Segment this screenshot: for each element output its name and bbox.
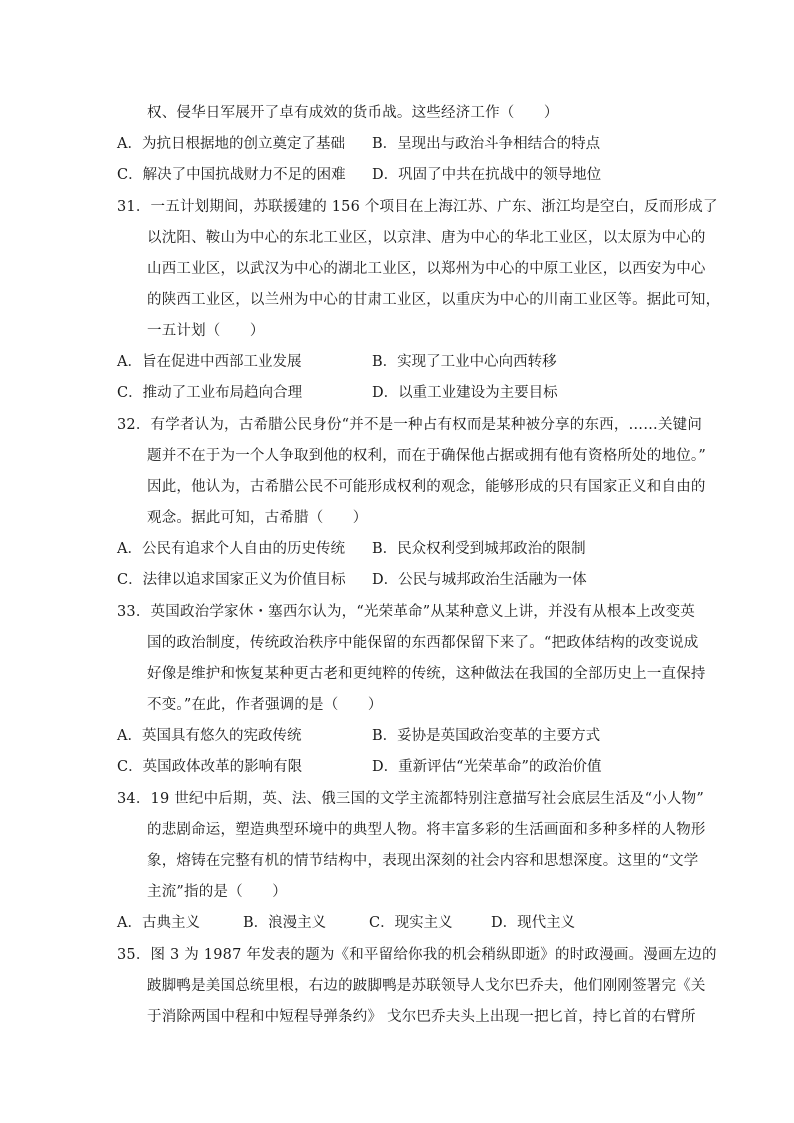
q31-option-c: C．推动了工业布局趋向合理: [117, 385, 303, 401]
q32-stem-line-3: 因此，他认为，古希腊公民不可能形成权利的观念，能够形成的只有国家正义和自由的: [147, 479, 706, 495]
q31-stem-line-4: 的陕西工业区，以兰州为中心的甘肃工业区，以重庆为中心的川南工业区等。据此可知，: [147, 292, 721, 308]
q31-option-a: A．旨在促进中西部工业发展: [117, 354, 302, 370]
q32-stem-line-4: 观念。据此可知，古希腊（ ）: [147, 510, 368, 526]
q30-option-c: C．解决了中国抗战财力不足的困难: [117, 167, 346, 183]
q34-stem-line-3: 象，熔铸在完整有机的情节结构中，表现出深刻的社会内容和思想深度。这里的“文学: [147, 853, 699, 869]
q34-stem-line-2: 的悲剧命运，塑造典型环境中的典型人物。将丰富多彩的生活画面和多种多样的人物形: [147, 822, 706, 838]
q30-stem-tail: 权、侵华日军展开了卓有成效的货币战。这些经济工作（ ）: [147, 105, 559, 121]
q33-stem-line-1: 33．英国政治学家休・塞西尔认为，“光荣革命”从某种意义上讲，并没有从根本上改变英: [117, 604, 695, 620]
q34-option-b: B．浪漫主义: [243, 915, 327, 931]
q33-stem-line-2: 国的政治制度，传统政治秩序中能保留的东西都保留下来了。“把政体结构的改变说成: [147, 635, 699, 651]
q31-stem-line-2: 以沈阳、鞍山为中心的东北工业区，以京津、唐为中心的华北工业区，以太原为中心的: [147, 230, 706, 246]
q31-stem-line-1: 31．一五计划期间，苏联援建的 156 个项目在上海江苏、广东、浙江均是空白，反而形成了: [117, 199, 718, 215]
q33-option-d: D．重新评估“光荣革命”的政治价值: [372, 759, 602, 775]
q34-stem-line-4: 主流”指的是（ ）: [147, 884, 287, 900]
q32-stem-line-2: 题并不在于为一个人争取到他的权利，而在于确保他占据或拥有他有资格所处的地位。”: [147, 448, 706, 464]
q32-option-b: B．民众权利受到城邦政治的限制: [372, 541, 586, 557]
q32-stem-line-1: 32．有学者认为，古希腊公民身份“并不是一种占有权而是某种被分享的东西，……关键问: [117, 417, 703, 433]
q34-option-c: C．现实主义: [369, 915, 453, 931]
q35-stem-line-3: 于消除两国中程和中短程导弹条约》 戈尔巴乔夫头上出现一把匕首，持匕首的右臂所: [147, 1009, 696, 1025]
q33-option-c: C．英国政体改革的影响有限: [117, 759, 303, 775]
q31-option-d: D．以重工业建设为主要目标: [372, 385, 558, 401]
q34-stem-line-1: 34．19 世纪中后期，英、法、俄三国的文学主流都特别注意描写社会底层生活及“小人物”: [117, 791, 704, 807]
q35-stem-line-1: 35．图 3 为 1987 年发表的题为《和平留给你我的机会稍纵即逝》的时政漫画。漫画左边的: [117, 947, 717, 963]
q30-option-a: A．为抗日根据地的创立奠定了基础: [117, 136, 345, 152]
q31-stem-line-5: 一五计划（ ）: [147, 323, 265, 339]
q34-option-d: D．现代主义: [491, 915, 576, 931]
q30-option-b: B．呈现出与政治斗争相结合的特点: [372, 136, 601, 152]
q30-option-d: D．巩固了中共在抗战中的领导地位: [372, 167, 602, 183]
q32-option-d: D．公民与城邦政治生活融为一体: [372, 572, 587, 588]
q33-stem-line-3: 好像是维护和恢复某种更古老和更纯粹的传统，这种做法在我国的全部历史上一直保持: [147, 666, 706, 682]
q32-option-a: A．公民有追求个人自由的历史传统: [117, 541, 345, 557]
q33-stem-line-4: 不变。”在此，作者强调的是（ ）: [147, 697, 383, 713]
q33-option-b: B．妥协是英国政治变革的主要方式: [372, 728, 601, 744]
q31-option-b: B．实现了工业中心向西转移: [372, 354, 557, 370]
q31-stem-line-3: 山西工业区，以武汉为中心的湖北工业区，以郑州为中心的中原工业区，以西安为中心: [147, 261, 706, 277]
q33-option-a: A．英国具有悠久的宪政传统: [117, 728, 302, 744]
q35-stem-line-2: 跛脚鸭是美国总统里根，右边的跛脚鸭是苏联领导人戈尔巴乔夫，他们刚刚签署完《关: [147, 978, 706, 994]
q32-option-c: C．法律以追求国家正义为价值目标: [117, 572, 346, 588]
q34-option-a: A．古典主义: [117, 915, 200, 931]
